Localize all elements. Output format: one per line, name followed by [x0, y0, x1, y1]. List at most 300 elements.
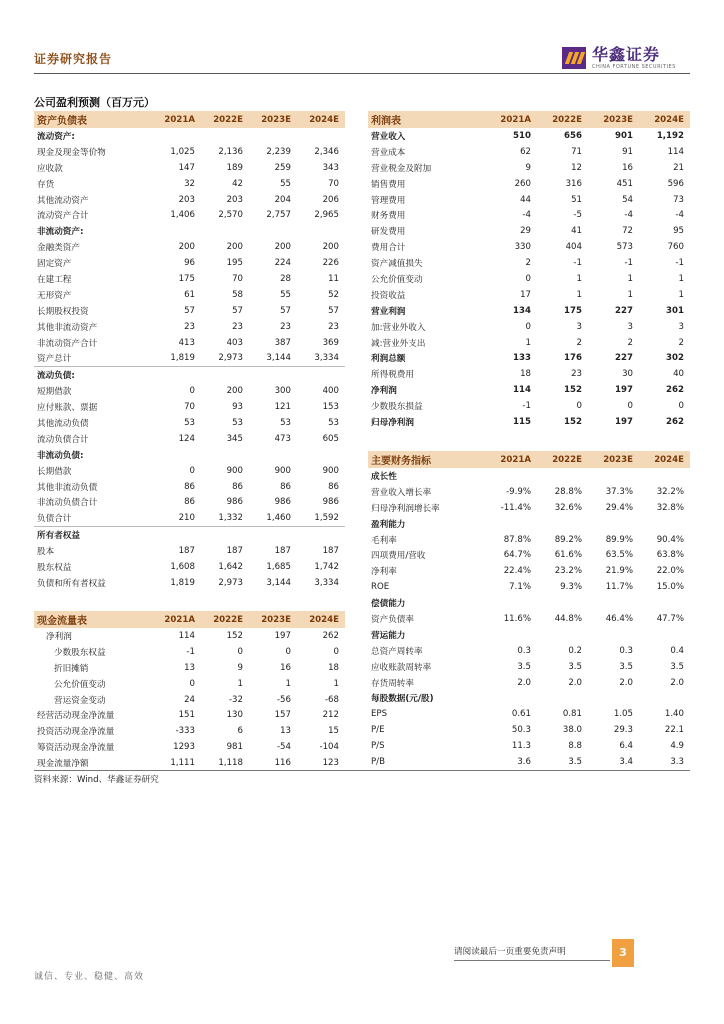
cell-value: 1,742	[314, 561, 339, 572]
table-row	[368, 382, 690, 398]
row-label: 归母净利润增长率	[371, 503, 440, 514]
table-row	[368, 128, 690, 144]
row-label: 营业税金及附加	[371, 163, 432, 174]
cell-value	[486, 627, 537, 643]
cell-value: 900	[226, 465, 243, 476]
cell-value	[297, 447, 345, 463]
cell-value: 153	[322, 402, 339, 413]
cell-value	[639, 516, 690, 532]
table-header	[34, 111, 345, 128]
row-label: 公允价值变动	[54, 679, 106, 690]
cell-value: 2,346	[314, 146, 339, 157]
row-label: 投资活动现金净流量	[37, 727, 115, 738]
logo-icon	[562, 47, 586, 69]
cell-value: 70	[328, 178, 339, 189]
table-row	[34, 383, 345, 399]
cell-value: 1293	[173, 742, 195, 753]
row-label: 非流动负债:	[37, 450, 84, 461]
cell-value: 200	[274, 242, 291, 253]
row-label: 营业成本	[371, 147, 406, 158]
section-title: 公司盈利预测（百万元）	[34, 96, 155, 109]
cell-value: 23.2%	[554, 566, 582, 577]
cell-value: -1	[624, 258, 633, 269]
cell-value	[153, 223, 201, 239]
cell-value: -4	[675, 210, 684, 221]
table-row	[34, 350, 345, 366]
balance-sheet-table	[34, 111, 345, 591]
cell-value: 86	[280, 481, 291, 492]
row-label: 总资产周转率	[371, 646, 423, 657]
table-row	[368, 192, 690, 208]
cell-value: 6	[237, 726, 243, 737]
cell-value: 15	[328, 726, 339, 737]
row-label: 金融类资产	[37, 243, 80, 254]
cell-value	[249, 527, 297, 543]
cell-value: 95	[673, 226, 684, 237]
cell-value	[249, 447, 297, 463]
cell-value: 37.3%	[605, 486, 633, 497]
year-header: 2021A	[486, 451, 537, 468]
cell-value: 63.8%	[656, 550, 684, 561]
cell-value: 13	[184, 662, 195, 673]
cell-value: 226	[322, 258, 339, 269]
cell-value: -56	[276, 694, 291, 705]
cell-value: -1	[186, 646, 195, 657]
cell-value: 3.5	[670, 661, 684, 672]
cell-value: 11.3	[511, 741, 531, 752]
row-label: 所得税费用	[371, 370, 414, 381]
row-label: 股本	[37, 547, 55, 558]
table-row	[368, 547, 690, 563]
cell-value	[537, 516, 588, 532]
row-label: 在建工程	[37, 274, 72, 285]
row-label: 流动负债:	[34, 367, 153, 383]
cell-value: 90.4%	[656, 534, 684, 545]
cell-value: 9	[525, 162, 531, 173]
cell-value: 2.0	[517, 677, 531, 688]
cell-value: 0	[576, 401, 582, 412]
cell-value: 300	[274, 386, 291, 397]
row-label: 加:营业外收入	[371, 322, 426, 333]
row-label: 营业利润	[371, 306, 406, 317]
year-header: 2024E	[639, 111, 690, 128]
table-row	[368, 176, 690, 192]
cell-value: 197	[615, 385, 633, 396]
table-row	[368, 350, 690, 366]
cell-value: 1,111	[170, 758, 195, 769]
cell-value: 200	[226, 242, 243, 253]
cell-value: 1,192	[656, 130, 684, 141]
table-row	[34, 255, 345, 271]
row-label: 每股数据(元/股)	[371, 694, 434, 705]
cell-value: 900	[322, 465, 339, 476]
cell-value: 986	[274, 497, 291, 508]
cell-value: 0	[189, 465, 195, 476]
cell-value: 2,136	[218, 146, 243, 157]
cell-value: 206	[322, 194, 339, 205]
table-row	[34, 271, 345, 287]
cell-value: 42	[232, 178, 243, 189]
cell-value: 1	[678, 289, 684, 300]
cell-value: 114	[178, 630, 195, 641]
row-label: 少数股东损益	[371, 402, 423, 413]
table-row	[34, 144, 345, 160]
row-label: 公允价值变动	[371, 274, 423, 285]
cell-value: 0.61	[511, 709, 531, 720]
table-row	[34, 479, 345, 495]
cell-value: 41	[571, 226, 582, 237]
cell-value: 11	[328, 273, 339, 284]
row-label: 研发费用	[371, 227, 406, 238]
cell-value	[249, 128, 297, 144]
cell-value: 1,819	[170, 353, 195, 364]
cell-value: 0.4	[670, 645, 684, 656]
cell-value	[588, 516, 639, 532]
cell-value: 175	[178, 273, 195, 284]
table-row	[34, 723, 345, 739]
cell-value: 11.7%	[605, 582, 633, 593]
table-row	[34, 707, 345, 723]
cell-value: 981	[226, 742, 243, 753]
row-label: 净利润	[371, 386, 397, 397]
table-row	[34, 660, 345, 676]
cell-value: 0	[237, 646, 243, 657]
cell-value: 29.4%	[605, 502, 633, 513]
cell-value: 72	[622, 226, 633, 237]
table-row	[34, 431, 345, 447]
cell-value: 262	[666, 385, 684, 396]
table-row	[34, 160, 345, 176]
table-row	[34, 527, 345, 543]
cell-value: 29.3	[613, 725, 633, 736]
cell-value	[588, 690, 639, 706]
table-row	[368, 335, 690, 351]
cell-value: 73	[673, 194, 684, 205]
row-label: 投资收益	[371, 290, 406, 301]
cell-value: -1	[522, 401, 531, 412]
table-row	[34, 319, 345, 335]
table-header	[368, 451, 690, 468]
row-label: 无形资产	[37, 290, 72, 301]
cell-value: 50.3	[511, 725, 531, 736]
year-header: 2023E	[249, 111, 297, 128]
cell-value	[297, 223, 345, 239]
cell-value: 0	[285, 646, 291, 657]
row-label: EPS	[371, 709, 388, 720]
row-label: 减:营业外支出	[371, 338, 426, 349]
cell-value	[153, 527, 201, 543]
table-row	[368, 319, 690, 335]
cell-value: 656	[564, 130, 582, 141]
cell-value: 70	[232, 273, 243, 284]
cell-value: 46.4%	[605, 613, 633, 624]
cell-value: 52	[328, 289, 339, 300]
table-row	[368, 675, 690, 691]
cell-value: 7.1%	[509, 582, 531, 593]
table-row	[368, 595, 690, 611]
table-row	[34, 192, 345, 208]
year-header: 2021A	[486, 111, 537, 128]
cell-value	[153, 367, 201, 383]
cell-value: 197	[615, 416, 633, 427]
header-divider	[34, 73, 690, 74]
cell-value: 61	[184, 289, 195, 300]
row-label: 短期借款	[37, 387, 72, 398]
cell-value: 22.4%	[503, 566, 531, 577]
cell-value: 124	[178, 433, 195, 444]
cell-value: 2.0	[619, 677, 633, 688]
cell-value: 134	[513, 305, 531, 316]
cell-value: 200	[322, 242, 339, 253]
cell-value: 187	[178, 546, 195, 557]
cell-value: 1	[627, 289, 633, 300]
table-row	[34, 575, 345, 591]
row-label: 费用合计	[371, 243, 406, 254]
cell-value: 22.0%	[656, 566, 684, 577]
cell-value: 0.81	[562, 709, 582, 720]
cell-value: 70	[184, 402, 195, 413]
cell-value: 1.40	[664, 709, 684, 720]
cell-value: 86	[232, 481, 243, 492]
cell-value: 32.2%	[656, 486, 684, 497]
table-row	[368, 207, 690, 223]
cell-value	[486, 595, 537, 611]
table-row	[368, 690, 690, 706]
cell-value: 3.5	[568, 661, 582, 672]
cell-value: 1	[576, 289, 582, 300]
cell-value: 195	[226, 258, 243, 269]
cell-value: 53	[184, 417, 195, 428]
cell-value: 130	[226, 710, 243, 721]
cell-value: 197	[274, 630, 291, 641]
row-label: 营业收入	[371, 131, 406, 142]
cell-value: 32.8%	[656, 502, 684, 513]
table-row	[34, 415, 345, 431]
table-row	[34, 207, 345, 223]
row-label: 财务费用	[371, 211, 406, 222]
cell-value: 3	[627, 321, 633, 332]
cell-value: 18	[328, 662, 339, 673]
cell-value: 2.0	[670, 677, 684, 688]
cell-value: 3.3	[670, 756, 684, 767]
cell-value: -4	[522, 210, 531, 221]
cell-value: 4.9	[670, 741, 684, 752]
cell-value: 55	[280, 289, 291, 300]
cell-value: 227	[615, 305, 633, 316]
year-header: 2022E	[537, 451, 588, 468]
row-label: 筹资活动现金净流量	[37, 743, 115, 754]
row-label: 少数股东权益	[54, 647, 106, 658]
cell-value	[486, 690, 537, 706]
table-row	[368, 160, 690, 176]
cell-value: 330	[514, 242, 531, 253]
table-row	[34, 447, 345, 463]
cell-value: -11.4%	[500, 502, 531, 513]
cell-value: 900	[274, 465, 291, 476]
financial-ratios-table	[368, 451, 690, 770]
table-row	[34, 399, 345, 415]
cell-value	[486, 468, 537, 484]
table-header	[368, 111, 690, 128]
cell-value: 28	[280, 273, 291, 284]
cell-value: 1	[678, 273, 684, 284]
year-header: 2024E	[297, 611, 345, 628]
cell-value: -32	[228, 694, 243, 705]
cell-value: 89.9%	[605, 534, 633, 545]
cell-value: 3,144	[266, 577, 291, 588]
cell-value: 54	[622, 194, 633, 205]
row-label: 其他非流动资产	[37, 322, 98, 333]
cell-value: 400	[322, 386, 339, 397]
year-header: 2022E	[537, 111, 588, 128]
cell-value: 3.4	[619, 756, 633, 767]
cell-value	[249, 223, 297, 239]
row-label: 其他非流动负债	[37, 482, 98, 493]
cell-value	[297, 527, 345, 543]
cell-value: 12	[571, 162, 582, 173]
table-row	[368, 271, 690, 287]
cell-value: 17	[520, 289, 531, 300]
cell-value: 187	[226, 546, 243, 557]
cash-flow-table	[34, 611, 345, 771]
table-row	[368, 516, 690, 532]
cell-value: 115	[513, 416, 531, 427]
data-source: 资料来源：Wind、华鑫证券研究	[34, 775, 159, 785]
cell-value: 152	[564, 385, 582, 396]
cell-value: 2,570	[218, 210, 243, 221]
cell-value	[153, 447, 201, 463]
row-label: 非流动负债合计	[37, 498, 98, 509]
table-row	[368, 611, 690, 627]
year-header: 2023E	[588, 111, 639, 128]
cell-value: 44	[520, 194, 531, 205]
table-row	[368, 144, 690, 160]
cell-value: -9.9%	[506, 486, 531, 497]
table-row	[34, 176, 345, 192]
table-row	[34, 463, 345, 479]
cell-value: 986	[226, 497, 243, 508]
table-row	[368, 643, 690, 659]
cell-value: 2,965	[314, 210, 339, 221]
cell-value: 89.2%	[554, 534, 582, 545]
row-label: 应收款	[37, 163, 63, 174]
table-row	[34, 128, 345, 144]
cell-value: 62	[520, 146, 531, 157]
cell-value: 596	[667, 178, 684, 189]
cell-value: 152	[564, 416, 582, 427]
cell-value: 123	[322, 758, 339, 769]
cell-value: 189	[226, 162, 243, 173]
row-label: 其他流动资产	[37, 195, 89, 206]
cell-value: 316	[565, 178, 582, 189]
cell-value: 200	[178, 242, 195, 253]
cell-value: 91	[622, 146, 633, 157]
cell-value: -5	[573, 210, 582, 221]
cell-value: 473	[274, 433, 291, 444]
cell-value	[201, 527, 249, 543]
cell-value: 2	[678, 337, 684, 348]
cell-value: 2.0	[568, 677, 582, 688]
year-header: 2023E	[249, 611, 297, 628]
cell-value: 203	[226, 194, 243, 205]
row-label: 归母净利润	[371, 417, 414, 428]
cell-value: 1.05	[613, 709, 633, 720]
cell-value: 58	[232, 289, 243, 300]
year-header: 2022E	[201, 111, 249, 128]
cell-value: 1	[333, 678, 339, 689]
cell-value	[639, 595, 690, 611]
cell-value: 23	[280, 321, 291, 332]
cell-value	[588, 595, 639, 611]
table-row	[368, 303, 690, 319]
year-header: 2023E	[588, 451, 639, 468]
cell-value: 0	[189, 386, 195, 397]
table-row	[368, 563, 690, 579]
cell-value: 55	[280, 178, 291, 189]
row-label: 营业收入增长率	[371, 487, 432, 498]
cell-value	[297, 367, 345, 383]
cell-value: 51	[571, 194, 582, 205]
row-label: 资产负债率	[371, 614, 414, 625]
row-label: 流动资产:	[37, 131, 75, 142]
cell-value: 901	[615, 130, 633, 141]
cell-value: 1,642	[218, 561, 243, 572]
cell-value	[537, 595, 588, 611]
cell-value: 1	[627, 273, 633, 284]
cell-value: 2,757	[266, 210, 291, 221]
cell-value: 210	[178, 513, 195, 524]
cell-value: 175	[564, 305, 582, 316]
row-label: 销售费用	[371, 179, 406, 190]
row-label: 营运能力	[371, 630, 406, 641]
table-row	[34, 543, 345, 559]
cell-value: 187	[322, 546, 339, 557]
table-row	[34, 676, 345, 692]
row-label: 现金及现金等价物	[37, 147, 106, 158]
cell-value: 151	[178, 710, 195, 721]
row-label: 盈利能力	[371, 519, 406, 530]
cell-value: 1,406	[170, 210, 195, 221]
cell-value: 1	[237, 678, 243, 689]
cell-value: 133	[513, 353, 531, 364]
cell-value: 387	[274, 337, 291, 348]
row-label: 股东权益	[37, 562, 72, 573]
cell-value	[201, 223, 249, 239]
table-row	[368, 287, 690, 303]
year-header: 2024E	[639, 451, 690, 468]
table-row	[34, 692, 345, 708]
row-label: 利润总额	[371, 354, 406, 365]
cell-value: 301	[666, 305, 684, 316]
cell-value: 40	[673, 369, 684, 380]
table-row	[368, 414, 690, 430]
cell-value: 259	[274, 162, 291, 173]
cell-value: 0.2	[568, 645, 582, 656]
cell-value: 2	[525, 258, 531, 269]
row-label: 净利润	[46, 631, 72, 642]
cell-value: -4	[624, 210, 633, 221]
cell-value: 3.5	[568, 756, 582, 767]
table-row	[34, 367, 345, 383]
table-row	[34, 287, 345, 303]
row-label: 非流动资产:	[37, 227, 84, 238]
table-row	[34, 644, 345, 660]
cell-value	[588, 468, 639, 484]
row-label: 所有者权益	[34, 527, 153, 543]
company-motto: 诚信、专业、稳健、高效	[34, 972, 145, 982]
cell-value: 28.8%	[554, 486, 582, 497]
row-label: 负债合计	[37, 514, 72, 525]
